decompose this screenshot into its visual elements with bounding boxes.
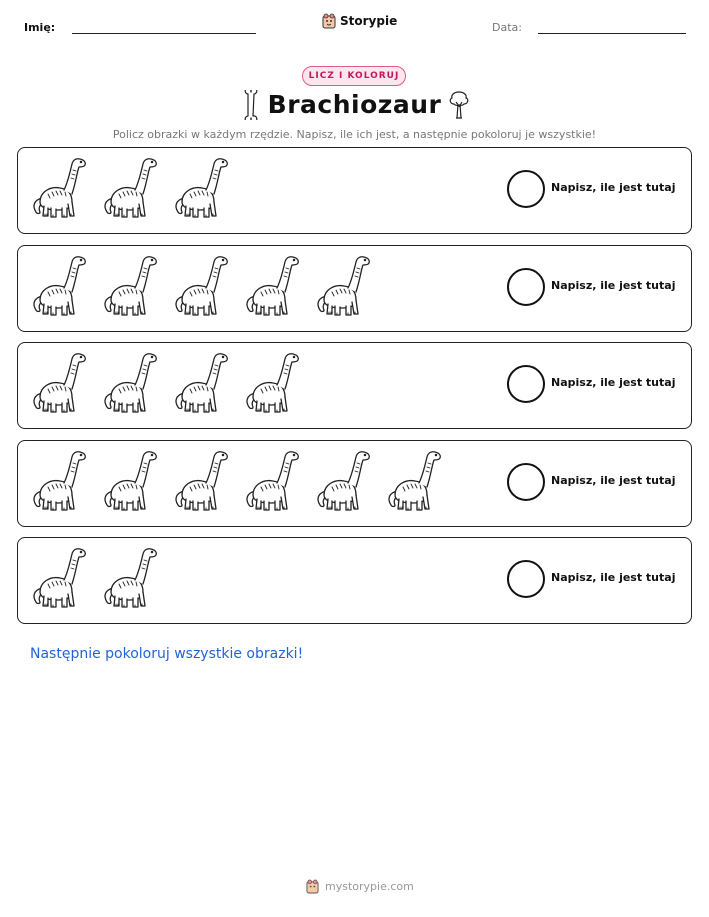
dino-group: [28, 544, 160, 612]
brachiosaurus-icon: [241, 349, 302, 417]
brachiosaurus-icon: [170, 349, 231, 417]
answer-circle[interactable]: [507, 170, 545, 208]
dino-group: [28, 349, 302, 417]
answer-prompt: Napisz, ile jest tutaj: [551, 279, 676, 292]
date-label: Data:: [492, 21, 522, 34]
answer-circle[interactable]: [507, 365, 545, 403]
count-row-1: [17, 147, 692, 234]
brachiosaurus-icon: [170, 447, 231, 515]
dino-group: [28, 447, 444, 515]
answer-circle[interactable]: [507, 268, 545, 306]
count-row-3: [17, 342, 692, 429]
answer-circle[interactable]: [507, 463, 545, 501]
date-field-line[interactable]: [538, 33, 686, 34]
answer-circle[interactable]: [507, 560, 545, 598]
tree-icon: [448, 90, 470, 120]
brachiosaurus-icon: [241, 447, 302, 515]
brachiosaurus-icon: [383, 447, 444, 515]
brachiosaurus-icon: [99, 154, 160, 222]
brachiosaurus-icon: [28, 447, 89, 515]
count-row-5: [17, 537, 692, 624]
brachiosaurus-icon: [99, 544, 160, 612]
brachiosaurus-icon: [312, 447, 373, 515]
brachiosaurus-icon: [170, 154, 231, 222]
dino-group: [28, 154, 231, 222]
brachiosaurus-icon: [99, 252, 160, 320]
dino-group: [28, 252, 373, 320]
brachiosaurus-icon: [28, 544, 89, 612]
storypie-logo-icon: [322, 13, 336, 29]
footer-brand: [306, 879, 414, 894]
brachiosaurus-icon: [99, 447, 160, 515]
brachiosaurus-icon: [241, 252, 302, 320]
storypie-logo-icon: [306, 879, 319, 894]
storypie-logo: [322, 13, 397, 29]
name-label: Imię:: [24, 21, 56, 34]
answer-prompt: Napisz, ile jest tutaj: [551, 571, 676, 584]
brachiosaurus-icon: [99, 349, 160, 417]
footer-instruction: Następnie pokoloruj wszystkie obrazki!: [30, 646, 304, 662]
instructions: Policz obrazki w każdym rzędzie. Napisz, ile ich jest, a następnie pokoloruj je wszystkie!: [112, 128, 597, 141]
footer-site: mystorypie.com: [325, 880, 414, 893]
brachiosaurus-icon: [28, 349, 89, 417]
brachiosaurus-icon: [312, 252, 373, 320]
brachiosaurus-icon: [170, 252, 231, 320]
answer-prompt: Napisz, ile jest tutaj: [551, 376, 676, 389]
name-field-line[interactable]: [72, 33, 256, 34]
count-row-2: [17, 245, 692, 332]
activity-badge: LICZ I KOLORUJ: [302, 66, 406, 86]
brachiosaurus-icon: [28, 154, 89, 222]
page-title: Brachiozaur: [267, 90, 442, 119]
answer-prompt: Napisz, ile jest tutaj: [551, 474, 676, 487]
brand-name: Storypie: [340, 14, 398, 28]
brachiosaurus-icon: [28, 252, 89, 320]
count-row-4: [17, 440, 692, 527]
answer-prompt: Napisz, ile jest tutaj: [551, 181, 676, 194]
